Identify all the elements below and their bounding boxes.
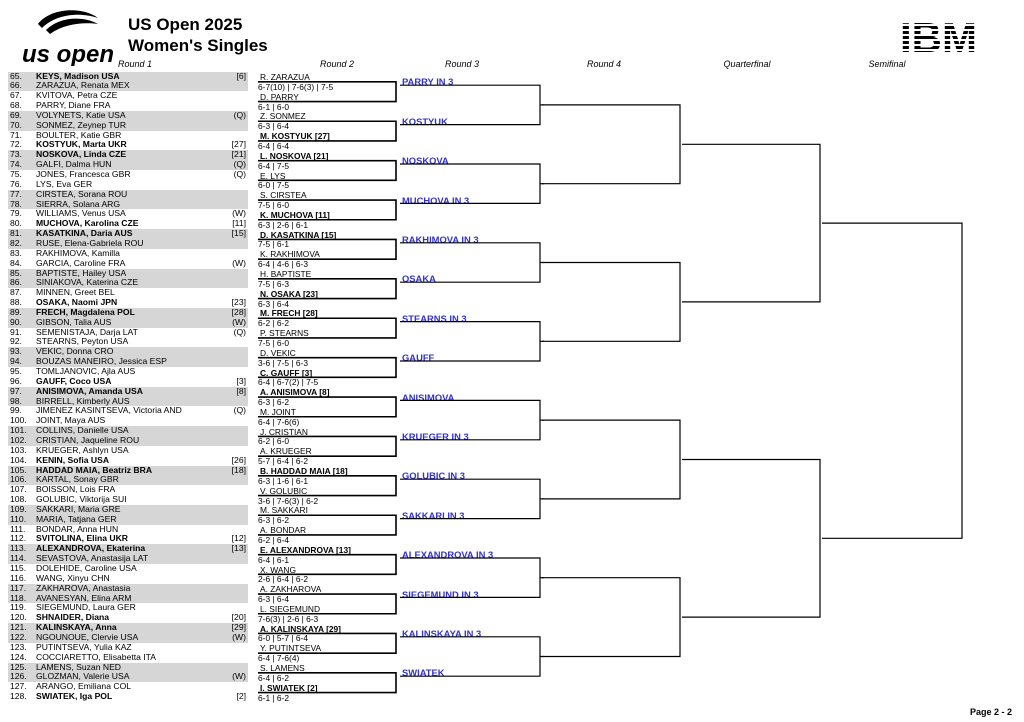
round3-winner: NOSKOVA [402, 155, 449, 167]
bracket-line [682, 460, 820, 618]
round2-winner: D. PARRY [260, 91, 299, 102]
us-open-wordmark: us open [22, 41, 115, 66]
player-name: PUTINTSEVA, Yulia KAZ [36, 641, 132, 652]
player-name: COCCIARETTO, Elisabetta ITA [36, 651, 157, 662]
player-name: JONES, Francesca GBR [36, 169, 131, 179]
draw-position: 103. [10, 444, 27, 455]
round3-winner: OSAKA [402, 273, 436, 285]
player-name: VEKIC, Donna CRO [36, 346, 114, 357]
bracket-line [400, 243, 540, 282]
player-name: KENIN, Sofia USA [36, 454, 110, 465]
draw-position: 88. [10, 297, 22, 308]
player-name: COLLINS, Danielle USA [36, 425, 129, 436]
round2-winner: M. FRECH [28] [260, 308, 318, 319]
draw-position: 98. [10, 395, 22, 406]
round2-winner: D. KASATKINA [15] [260, 229, 337, 240]
player-name: BOULTER, Katie GBR [36, 129, 122, 140]
seed: (Q) [233, 109, 246, 120]
round-header: Quarterfinal [723, 59, 771, 69]
round2-score: 7-5 | 6-0 [258, 337, 290, 348]
round2-winner: A. KALINSKAYA [29] [260, 623, 341, 634]
seed: (Q) [233, 159, 246, 170]
draw-position: 109. [10, 503, 27, 514]
draw-position: 114. [10, 553, 27, 564]
player-name: WILLIAMS, Venus USA [36, 208, 126, 219]
bracket-line [258, 358, 396, 378]
seed: (W) [232, 671, 246, 682]
draw-position: 96. [10, 375, 22, 386]
round3-winner: SIEGEMUND IN 3 [402, 588, 479, 600]
player-name: BOISSON, Lois FRA [36, 484, 116, 495]
player-name: KALINSKAYA, Anna [36, 622, 117, 633]
draw-position: 120. [10, 612, 27, 623]
draw-position: 74. [10, 159, 22, 170]
seed: [2] [236, 691, 246, 702]
player-name: BAPTISTE, Hailey USA [36, 267, 127, 278]
draw-position: 111. [10, 523, 26, 534]
player-name: LAMENS, Suzan NED [36, 661, 122, 672]
bracket-line [258, 476, 396, 496]
round2-score: 3-6 | 7-5 | 6-3 [258, 357, 308, 368]
player-name: SIEGEMUND, Laura GER [36, 602, 136, 613]
round2-winner: S. LAMENS [260, 663, 305, 673]
draw-position: 80. [10, 218, 22, 229]
round3-winner: KOSTYUK [402, 115, 448, 127]
seed: (W) [232, 631, 246, 642]
player-name: BIRRELL, Kimberly AUS [36, 395, 130, 406]
round3-winner: GAUFF [402, 352, 435, 364]
player-name: ALEXANDROVA, Ekaterina [36, 543, 146, 554]
round3-winner: PARRY IN 3 [402, 76, 454, 88]
draw-position: 95. [10, 366, 22, 376]
bracket-line [400, 400, 540, 439]
round2-score: 6-3 | 6-4 [258, 121, 290, 132]
player-name: KRUEGER, Ashlyn USA [36, 444, 129, 455]
round2-score: 6-3 | 6-2 [258, 397, 290, 408]
draw-position: 87. [10, 287, 22, 298]
draw-position: 104. [10, 454, 27, 465]
bracket-line [258, 161, 396, 181]
bracket-line [400, 479, 540, 518]
round2-score: 6-4 | 7-6(4) [258, 653, 300, 664]
bracket-line [822, 223, 962, 538]
round2-score: 6-4 | 4-6 | 6-3 [258, 259, 308, 270]
round2-winner: M. KOSTYUK [27] [260, 131, 330, 142]
draw-position: 77. [10, 188, 22, 199]
bracket-line [400, 558, 540, 597]
bracket-line [258, 633, 396, 653]
round2-score: 6-4 | 6-2 [258, 672, 290, 683]
bracket-line [258, 555, 396, 575]
round2-winner: B. HADDAD MAIA [18] [260, 466, 348, 476]
round2-winner: E. ALEXANDROVA [13] [260, 544, 351, 555]
round2-score: 6-0 | 5-7 | 6-4 [258, 633, 308, 644]
player-name: KARTAL, Sonay GBR [36, 474, 119, 485]
draw-position: 113. [10, 543, 27, 554]
round3-winner: MUCHOVA IN 3 [402, 194, 470, 206]
seed: [6] [236, 70, 246, 81]
round2-winner: N. OSAKA [23] [260, 288, 318, 299]
seed: [15] [231, 228, 246, 239]
draw-position: 68. [10, 100, 22, 111]
round2-score: 5-7 | 6-4 | 6-2 [258, 456, 308, 467]
draw-position: 112. [10, 533, 27, 544]
round2-score: 7-5 | 6-1 [258, 239, 290, 250]
draw-position: 79. [10, 208, 22, 219]
round3-winner: SWIATEK [402, 667, 445, 679]
draw-position: 105. [10, 464, 27, 475]
seed: [12] [231, 533, 246, 544]
player-name: CIRSTEA, Sorana ROU [36, 188, 128, 199]
bracket-line [542, 420, 680, 499]
round2-winner: I. SWIATEK [2] [260, 682, 318, 693]
round2-score: 7-5 | 6-0 [258, 200, 290, 211]
player-name: HADDAD MAIA, Beatriz BRA [36, 464, 153, 475]
player-name: MINNEN, Greet BEL [36, 287, 115, 298]
round3-winner: ALEXANDROVA IN 3 [402, 549, 494, 561]
seed: [13] [231, 543, 246, 554]
round2-winner: X. WANG [260, 564, 296, 575]
draw-position: 118. [10, 592, 27, 603]
player-name: CRISTIAN, Jaqueline ROU [36, 434, 140, 445]
round2-winner: A. KRUEGER [260, 446, 312, 457]
draw-position: 99. [10, 405, 22, 416]
round2-winner: C. GAUFF [3] [260, 367, 313, 378]
round2-score: 6-4 | 7-6(6) [258, 416, 300, 427]
player-name: NOSKOVA, Linda CZE [36, 149, 127, 160]
draw-position: 93. [10, 346, 22, 357]
player-name: ZAKHAROVA, Anastasia [36, 582, 131, 593]
player-name: SINIAKOVA, Katerina CZE [36, 277, 139, 288]
player-name: MARIA, Tatjana GER [36, 513, 117, 524]
round2-score: 6-0 | 7-5 [258, 180, 290, 191]
player-name: SEVASTOVA, Anastasija LAT [36, 553, 149, 564]
round2-winner: A. ZAKHAROVA [260, 584, 322, 595]
seed: [11] [232, 218, 246, 229]
draw-position: 102. [10, 434, 27, 445]
bracket-line [258, 436, 396, 456]
draw-position: 78. [10, 198, 22, 209]
seed: [8] [236, 385, 246, 396]
draw-position: 86. [10, 277, 22, 288]
ibm-wordmark: IBM [900, 16, 977, 56]
draw-position: 101. [10, 425, 27, 436]
player-name: KVITOVA, Petra CZE [36, 90, 118, 101]
player-name: SIERRA, Solana ARG [36, 198, 121, 209]
seed: (W) [232, 316, 246, 327]
player-name: GAUFF, Coco USA [36, 375, 112, 386]
player-name: FRECH, Magdalena POL [36, 306, 135, 317]
draw-position: 70. [10, 119, 22, 130]
draw-position: 82. [10, 237, 22, 248]
seed: [3] [236, 375, 246, 386]
bracket-line [258, 121, 396, 141]
player-name: GLOZMAN, Valerie USA [36, 671, 130, 682]
round3-winner: GOLUBIC IN 3 [402, 470, 466, 482]
seed: [18] [231, 464, 246, 475]
draw-position: 124. [10, 651, 27, 662]
round2-score: 7-6(3) | 2-6 | 6-3 [258, 613, 319, 624]
bracket-line [258, 279, 396, 299]
player-name: RUSE, Elena-Gabriela ROU [36, 237, 144, 248]
seed: [20] [231, 612, 246, 623]
draw-position: 71. [10, 129, 22, 140]
player-name: SEMENISTAJA, Darja LAT [36, 326, 138, 337]
player-name: ZARAZUA, Renata MEX [36, 80, 130, 91]
player-name: NGOUNOUE, Clervie USA [36, 631, 139, 642]
player-name: LYS, Eva GER [36, 178, 93, 189]
round2-winner: K. RAKHIMOVA [260, 249, 320, 260]
round2-score: 6-7(10) | 7-6(3) | 7-5 [258, 81, 334, 92]
round2-winner: Y. PUTINTSEVA [260, 643, 322, 654]
draw-position: 75. [10, 169, 22, 179]
bracket-line [400, 637, 540, 676]
player-name: RAKHIMOVA, Kamilla [36, 247, 120, 258]
round2-winner: Z. SONMEZ [260, 111, 306, 122]
player-name: KOSTYUK, Marta UKR [36, 139, 127, 150]
seed: [23] [231, 297, 246, 308]
bracket-line [258, 200, 396, 220]
bracket-line [682, 144, 820, 302]
player-name: DOLEHIDE, Caroline USA [36, 563, 137, 573]
round3-winner: KRUEGER IN 3 [402, 431, 469, 443]
round2-score: 3-6 | 7-6(3) | 6-2 [258, 495, 319, 506]
round2-score: 6-3 | 6-4 [258, 594, 290, 605]
draw-position: 81. [10, 228, 22, 239]
player-name: ARANGO, Emiliana COL [36, 681, 132, 692]
player-name: OSAKA, Naomi JPN [36, 297, 118, 308]
draw-position: 83. [10, 247, 22, 258]
player-name: SVITOLINA, Elina UKR [36, 533, 128, 544]
player-name: BOUZAS MANEIRO, Jessica ESP [36, 356, 167, 367]
draw-position: 119. [10, 602, 27, 613]
draw-position: 106. [10, 474, 27, 485]
player-name: GARCIA, Caroline FRA [36, 257, 126, 268]
player-name: PARRY, Diane FRA [36, 100, 111, 111]
round2-score: 6-4 | 6-1 [258, 554, 290, 565]
draw-position: 90. [10, 316, 22, 327]
round2-winner: L. NOSKOVA [21] [260, 150, 329, 161]
seed: [26] [231, 454, 246, 465]
player-name: TOMLJANOVIC, Ajla AUS [36, 366, 136, 376]
round2-winner: V. GOLUBIC [260, 485, 308, 496]
draw-position: 122. [10, 631, 27, 642]
bracket-line [400, 322, 540, 361]
draw-position: 128. [10, 691, 27, 702]
draw-position: 127. [10, 681, 27, 692]
player-name: GOLUBIC, Viktorija SUI [36, 494, 127, 505]
round3-winner: KALINSKAYA IN 3 [402, 628, 482, 640]
round2-score: 2-6 | 6-4 | 6-2 [258, 574, 308, 585]
round3-winner: ANISIMOVA [402, 391, 455, 403]
round2-winner: S. CIRSTEA [260, 190, 307, 201]
round-header: Round 1 [117, 59, 153, 69]
round-header: Round 2 [319, 59, 355, 69]
draw-position: 73. [10, 149, 22, 160]
draw-position: 97. [10, 385, 22, 396]
player-name: KASATKINA, Daria AUS [36, 228, 133, 239]
player-name: AVANESYAN, Elina ARM [36, 592, 132, 603]
bracket-line [542, 578, 680, 657]
round2-score: 6-2 | 6-2 [258, 318, 290, 329]
seed: [21] [231, 149, 246, 160]
draw-position: 76. [10, 178, 22, 189]
bracket-line [258, 82, 396, 102]
player-name: BONDAR, Anna HUN [36, 523, 119, 534]
round2-score: 6-4 | 7-5 [258, 160, 290, 171]
round2-winner: K. MUCHOVA [11] [260, 209, 330, 220]
round2-score: 6-3 | 6-2 [258, 515, 290, 526]
bracket-line [400, 85, 540, 124]
draw-position: 115. [10, 563, 27, 573]
draw-position: 69. [10, 109, 22, 120]
round2-winner: M. SAKKARI [260, 505, 308, 516]
draw-position: 125. [10, 661, 27, 672]
round2-winner: M. JOINT [260, 406, 296, 417]
seed: (Q) [233, 405, 246, 416]
draw-position: 94. [10, 356, 22, 367]
draw-name: Women's Singles [128, 36, 268, 55]
player-name: GALFI, Dalma HUN [36, 159, 112, 170]
draw-position: 100. [10, 415, 27, 426]
bracket-line [258, 673, 396, 693]
draw-position: 117. [10, 582, 27, 593]
draw-position: 108. [10, 494, 27, 505]
round2-score: 6-4 | 6-4 [258, 140, 290, 151]
player-name: MUCHOVA, Karolina CZE [36, 218, 139, 229]
round2-score: 6-2 | 6-0 [258, 436, 290, 447]
round-header: Round 4 [586, 59, 622, 69]
draw-position: 89. [10, 306, 22, 317]
round2-score: 6-1 | 6-0 [258, 101, 290, 112]
bracket-line [258, 397, 396, 417]
seed: [28] [231, 306, 246, 317]
round3-winner: RAKHIMOVA IN 3 [402, 234, 479, 246]
seed: [27] [231, 139, 246, 150]
round3-winner: SAKKARI IN 3 [402, 509, 465, 521]
page-number: Page 2 - 2 [970, 707, 1013, 717]
round2-winner: A. ANISIMOVA [8] [260, 387, 330, 398]
bracket-line [258, 515, 396, 535]
seed: (W) [232, 257, 246, 268]
player-name: VOLYNETS, Katie USA [36, 109, 126, 120]
seed: (Q) [233, 326, 246, 337]
round2-winner: P. STEARNS [260, 328, 309, 339]
player-name: SONMEZ, Zeynep TUR [36, 119, 127, 130]
round2-score: 6-1 | 6-2 [258, 692, 290, 703]
seed: (Q) [233, 169, 246, 179]
player-name: SWIATEK, Iga POL [36, 691, 113, 702]
round2-winner: E. LYS [260, 170, 286, 181]
draw-position: 65. [10, 70, 22, 81]
bracket-line [258, 239, 396, 259]
player-name: JOINT, Maya AUS [36, 415, 106, 426]
round2-score: 6-2 | 6-4 [258, 534, 290, 545]
round2-score: 6-3 | 1-6 | 6-1 [258, 475, 308, 486]
bracket-line [542, 105, 680, 184]
draw-position: 121. [10, 622, 27, 633]
draw-position: 67. [10, 90, 22, 101]
event-name: US Open 2025 [128, 15, 243, 34]
draw-position: 66. [10, 80, 22, 91]
seed: (W) [232, 208, 246, 219]
bracket-line [258, 594, 396, 614]
player-name: WANG, Xinyu CHN [36, 572, 110, 583]
draw-position: 123. [10, 641, 27, 652]
round2-winner: J. CRISTIAN [260, 426, 308, 437]
round2-score: 6-3 | 2-6 | 6-1 [258, 219, 308, 230]
bracket-line [258, 318, 396, 338]
round3-winner: STEARNS IN 3 [402, 312, 467, 324]
draw-position: 85. [10, 267, 22, 278]
round-header: Round 3 [444, 59, 480, 69]
draw-position: 126. [10, 671, 27, 682]
round2-score: 6-4 | 6-7(2) | 7-5 [258, 377, 319, 388]
round2-winner: R. ZARAZUA [260, 72, 310, 82]
bracket-line [400, 164, 540, 203]
draw-position: 107. [10, 484, 27, 495]
draw-position: 116. [10, 572, 27, 583]
draw-position: 92. [10, 336, 22, 347]
seed: [29] [231, 622, 246, 633]
round2-score: 7-5 | 6-3 [258, 278, 290, 289]
player-name: STEARNS, Peyton USA [36, 336, 129, 347]
player-name: SAKKARI, Maria GRE [36, 503, 121, 514]
round2-winner: H. BAPTISTE [260, 269, 312, 279]
player-name: SHNAIDER, Diana [36, 612, 110, 623]
round2-winner: L. SIEGEMUND [260, 603, 321, 614]
player-name: GIBSON, Talia AUS [36, 316, 112, 327]
round2-winner: D. VEKIC [260, 347, 296, 358]
player-name: JIMENEZ KASINTSEVA, Victoria AND [36, 405, 182, 416]
draw-position: 91. [10, 326, 22, 337]
draw-position: 110. [10, 513, 27, 524]
draw-position: 72. [10, 139, 22, 150]
player-name: KEYS, Madison USA [36, 70, 120, 81]
round2-score: 6-3 | 6-4 [258, 298, 290, 309]
draw-position: 84. [10, 257, 22, 268]
player-name: ANISIMOVA, Amanda USA [36, 385, 143, 396]
round2-winner: A. BONDAR [260, 525, 307, 536]
bracket-line [542, 263, 680, 342]
round-header: Semifinal [868, 59, 906, 69]
